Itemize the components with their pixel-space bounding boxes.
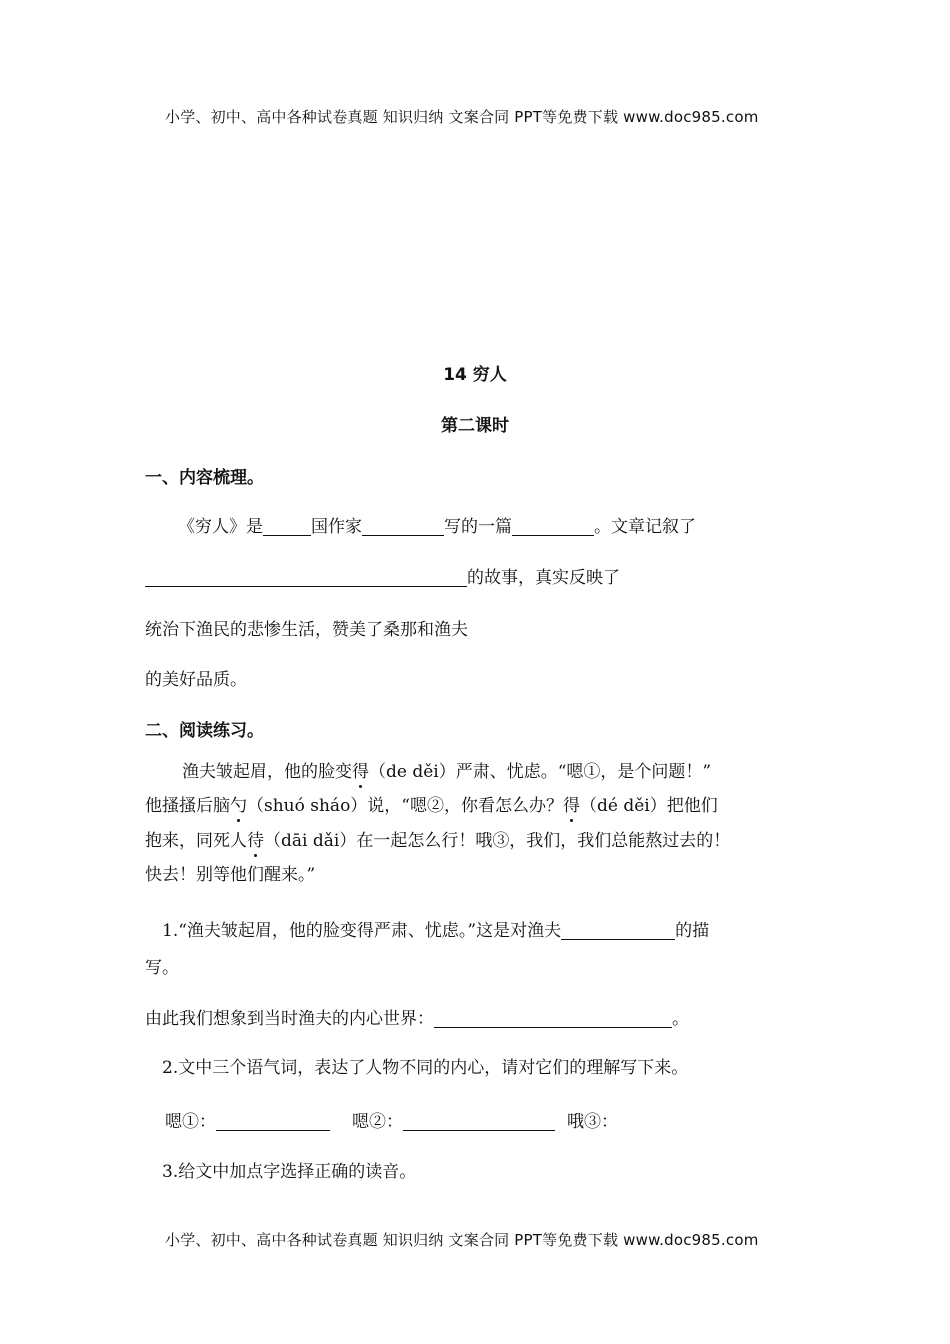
lesson-subtitle: 第二课时 — [441, 416, 509, 436]
blank-q1-description[interactable] — [561, 921, 675, 940]
question-1-inner — [145, 1004, 689, 1029]
question-text: 。 — [672, 1009, 689, 1029]
fill-line-1 — [178, 512, 696, 537]
section1-heading: 一、内容梳理。 — [145, 468, 264, 488]
passage-line-2 — [145, 791, 718, 816]
section2-heading: 二、阅读练习。 — [145, 721, 264, 741]
blank-author[interactable] — [362, 517, 444, 536]
question-1-cont: 写。 — [145, 958, 179, 978]
question-text: 由此我们想象到当时渔夫的内心世界： — [145, 1009, 434, 1029]
dotted-char: 待 — [247, 826, 264, 851]
question-2: 2.文中三个语气词，表达了人物不同的内心，请对它们的理解写下来。 — [162, 1058, 689, 1078]
lesson-title: 14 穷人 — [443, 365, 507, 385]
passage-text: （dé děi）把他们 — [580, 796, 718, 816]
fill-line-4: 的美好品质。 — [145, 670, 247, 690]
fill-text: 的故事，真实反映了 — [467, 568, 620, 588]
dotted-char: 得 — [352, 757, 369, 782]
passage-line-1 — [182, 757, 711, 782]
fill-line-3: 统治下渔民的悲惨生活，赞美了桑那和渔夫 — [145, 620, 468, 640]
dotted-char: 得 — [563, 791, 580, 816]
dotted-char: 勺 — [230, 791, 247, 816]
blank-q1-inner-world[interactable] — [434, 1009, 672, 1028]
blank-story[interactable] — [145, 568, 467, 587]
question-1 — [162, 916, 709, 941]
passage-line-4: 快去！别等他们醒来。” — [145, 865, 316, 885]
question-2-answers — [165, 1107, 618, 1132]
fill-text: 写的一篇 — [444, 517, 512, 537]
passage-text: 他搔搔后脑 — [145, 796, 230, 816]
question-3: 3.给文中加点字选择正确的读音。 — [162, 1162, 417, 1182]
fill-text: 。文章记叙了 — [594, 517, 696, 537]
blank-answer-2[interactable] — [403, 1112, 555, 1131]
header-banner: 小学、初中、高中各种试卷真题 知识归纳 文案合同 PPT等免费下载 www.doc985.com — [165, 108, 759, 126]
blank-country[interactable] — [263, 517, 311, 536]
answer-label-1: 嗯①： — [165, 1112, 216, 1132]
answer-label-2: 嗯②： — [352, 1112, 403, 1132]
blank-answer-1[interactable] — [216, 1112, 330, 1131]
passage-text: （shuó sháo）说，“嗯②，你看怎么办？ — [247, 796, 563, 816]
passage-text: （de děi）严肃、忧虑。“嗯①，是个问题！” — [369, 762, 712, 782]
fill-line-2 — [145, 563, 620, 588]
passage-text: 抱来，同死人 — [145, 831, 247, 851]
passage-line-3 — [145, 826, 730, 851]
answer-label-3: 哦③： — [567, 1112, 618, 1132]
fill-text: 《穷人》是 — [178, 517, 263, 537]
question-text: 的描 — [675, 921, 710, 941]
question-text: 1.“渔夫皱起眉，他的脸变得严肃、忧虑。”这是对渔夫 — [162, 921, 562, 941]
passage-text: 渔夫皱起眉，他的脸变 — [182, 762, 352, 782]
blank-genre[interactable] — [512, 517, 594, 536]
fill-text: 国作家 — [311, 517, 362, 537]
footer-banner: 小学、初中、高中各种试卷真题 知识归纳 文案合同 PPT等免费下载 www.doc985.com — [165, 1231, 759, 1249]
passage-text: （dāi dǎi）在一起怎么行！哦③，我们，我们总能熬过去的！ — [264, 831, 731, 851]
